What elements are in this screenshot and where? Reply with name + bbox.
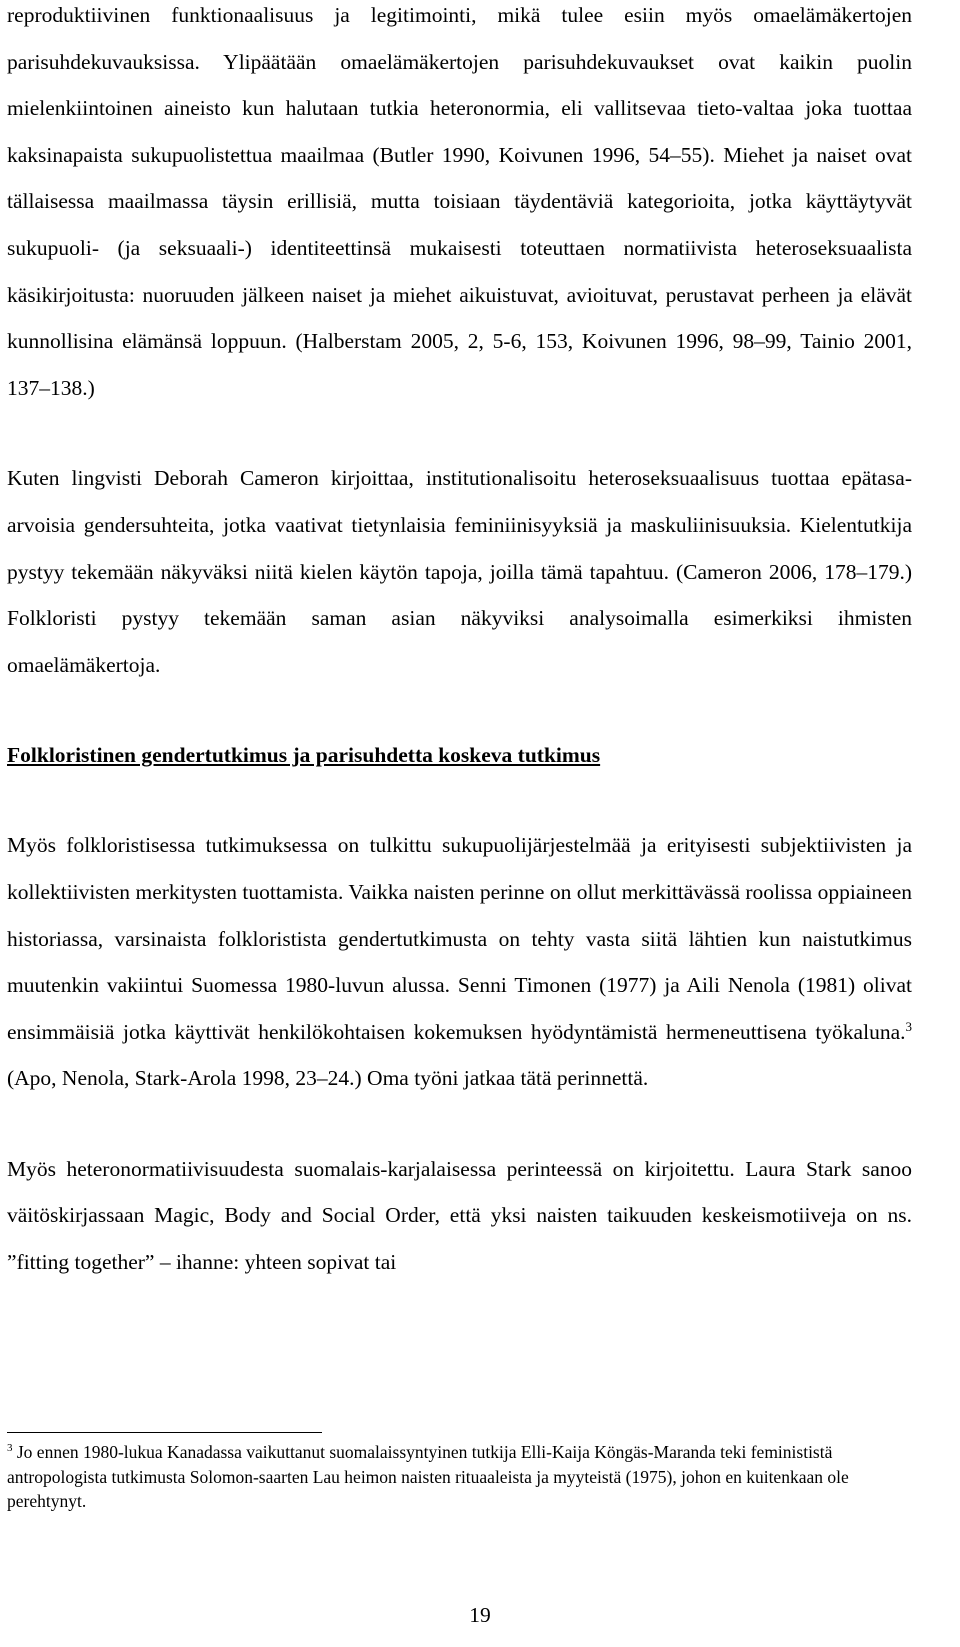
paragraph-gap (7, 1102, 912, 1146)
body-paragraph-1: reproduktiivinen funktionaalisuus ja legitimointi, mikä tulee esiin myös omaelämäkertojen parisuhdekuvauksissa. Ylipäätään omaelämäkertojen parisuhdekuvaukset ovat kaikin puolin mielenkiintoinen aineisto kun halutaan tutkia heteronormia, eli vallitsevaa tieto-valtaa joka tuottaa kaksinapaista sukupuolistettua maailmaa (Butler 1990, Koivunen 1996, 54–55). Miehet ja naiset ovat tällaisessa maailmassa täysin erillisiä, mutta toisiaan täydentäviä kategorioita, jotka käyttäytyvät sukupuoli- (ja seksuaali-) identiteettinsä mukaisesti toteuttaen normatiivista heteroseksuaalista käsikirjoitusta: nuoruuden jälkeen naiset ja miehet aikuistuvat, avioituvat, perustavat perheen ja elävät kunnollisina elämänsä loppuun. (Halberstam 2005, 2, 5-6, 153, Koivunen 1996, 98–99, Tainio 2001, 137–138.) (7, 3, 912, 400)
footnote-separator (7, 1432, 322, 1433)
page-number: 19 (469, 1603, 491, 1627)
body-paragraph-3-text-b: (Apo, Nenola, Stark-Arola 1998, 23–24.) Oma työni jatkaa tätä perinnettä. (7, 1066, 649, 1091)
paragraph-gap (7, 411, 912, 455)
footnote-marker: 3 (7, 1442, 13, 1455)
document-page (7, 0, 912, 1286)
body-paragraph-3-text-a: Myös folkloristisessa tutkimuksessa on tulkittu sukupuolijärjestelmää ja erityisesti subjektiivisten ja kollektiivisten merkitysten tuottamista. Vaikka naisten perinne on ollut merkittävässä roolissa oppiaineen historiassa, varsinaista folkloristista gendertutkimusta on tehty vasta siitä lähtien kun naistutkimus muutenkin vakiintui Suomessa 1980-luvun alussa. Senni Timonen (1977) ja Aili Nenola (1981) olivat ensimmäisiä jotka käyttivät henkilökohtaisen kokemuksen hyödyntämistä hermeneuttisena työkaluna. (7, 833, 912, 1044)
body-paragraph-4: Myös heteronormatiivisuudesta suomalais-karjalaisessa perinteessä on kirjoitettu. Laura Stark sanoo väitöskirjassaan Magic, Body and Social Order, että yksi naisten taikuuden keskeismotiiveja on ns. ”fitting together” – ihanne: yhteen sopivat tai (7, 1156, 912, 1275)
footnote-reference: 3 (905, 1018, 912, 1034)
footnote (7, 1440, 912, 1514)
body-paragraph-2: Kuten lingvisti Deborah Cameron kirjoittaa, institutionalisoitu heteroseksuaalisuus tuottaa epätasa-arvoisia gendersuhteita, jotka vaativat tietynlaisia feminiinisyyksiä ja maskuliinisuuksia. Kielentutkija pystyy tekemään näkyväksi niitä kielen käytön tapoja, joilla tämä tapahtuu. (Cameron 2006, 178–179.) Folkloristi pystyy tekemään saman asian näkyviksi analysoimalla esimerkiksi ihmisten omaelämäkertoja. (7, 466, 912, 677)
paragraph-gap (7, 688, 912, 732)
paragraph-gap (7, 778, 912, 822)
body-paragraph-3 (7, 822, 912, 1102)
section-heading: Folkloristinen gendertutkimus ja parisuhdetta koskeva tutkimus (7, 743, 601, 768)
footnote-text: Jo ennen 1980-lukua Kanadassa vaikuttanut suomalaissyntyinen tutkija Elli-Kaija Köngäs-Maranda teki feminististä antropologista tutkimusta Solomon-saarten Lau heimon naisten rituaaleista ja myyteistä (1975), johon en kuitenkaan ole perehtynyt. (7, 1442, 849, 1511)
